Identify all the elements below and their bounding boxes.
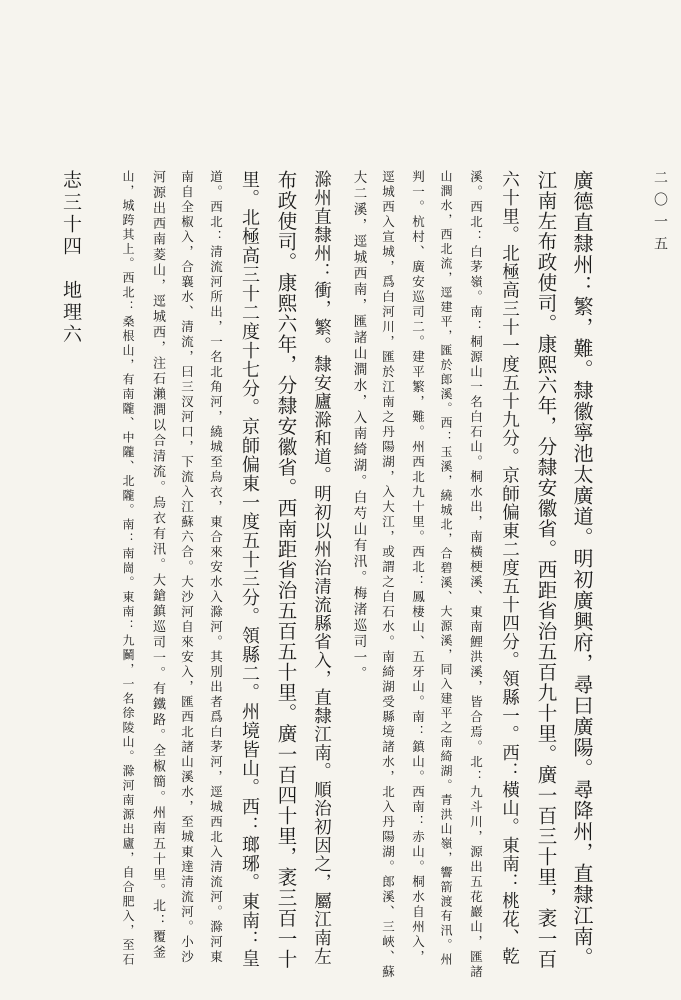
text-column-5: 山澗水，西北流，逕建平，匯於郎溪。西：玉溪，繞城北，合碧溪、大源溪，同入建平之南綺湖。青洪山嶺，響箭渡有汛。州	[439, 170, 453, 968]
text-column-15: 山，城跨其上。西北：桑根山，有南隴、中隴、北隴。南：南崗。東南：九鬭，一名徐陵山。滁河南源出廬，自合肥入，至石	[121, 170, 135, 968]
text-column-13: 南自全椒入，合襄水、清流，曰三汊河口，下流入江蘇六合。大沙河自來安入，匯西北諸山溪水，至城東達清流河。小沙	[179, 170, 195, 965]
text-column-12: 道。西北：清流河所出，一名北角河，繞城至烏衣，東合來安水入滁河。其別出者爲白茅河，逕城西北入清流河。滁河東	[208, 170, 224, 965]
text-column-14: 河源出西南菱山，逕城西，注石瀨澗以合清流。烏衣有汛。大鎗鎮巡司一。有鐵路。全椒簡。州南五十里。北：覆釜	[150, 170, 165, 961]
running-head: 志三十四 地理六	[60, 170, 82, 346]
page-number: 二〇一五	[652, 170, 668, 258]
text-column-6: 判一。杭村、廣安巡司二。建平繁，難。州西北九十里。西北：鳳棲山、五牙山。南：鎮山。西南：赤山。桐水自州入，	[410, 170, 426, 965]
text-column-9: 滁州直隸州：衝，繁。隸安廬滁和道。明初以州治清流縣省入，直隸江南。順治初因之，屬江南左	[311, 170, 332, 966]
text-column-4: 溪。西北：白茅嶺。南：桐源山一名白石山。桐水出，南橫梗溪、東南鯉洪溪，皆合焉。北：九斗川，源出五花巖山，匯諸	[468, 170, 484, 980]
text-column-8: 大二溪，逕城西南，匯諸山澗水，入南綺湖。白芍山有汛。梅渚巡司一。	[350, 170, 367, 682]
text-column-2: 江南左布政使司。康熙六年，分隸安徽省。西距省治五百九十里。廣一百三十里，袤一百	[534, 170, 558, 970]
text-column-7: 逕城西入宣城，爲白河川，匯於江南之丹陽湖，入大江，或謂之白石水。南綺湖受縣境諸水，北入丹陽湖。郎溪、三峽、蘇	[380, 170, 396, 980]
text-column-1: 廣德直隸州：繁，難。隸徽寧池太廣道。明初廣興府，尋曰廣陽。尋降州，直隸江南。	[570, 170, 594, 968]
text-column-10: 布政使司。康熙六年，分隸安徽省。西南距省治五百五十里。廣一百四十里，袤三百一十	[274, 170, 298, 970]
text-column-3: 六十里。北極高三十一度五十九分。京師偏東二度五十四分。領縣一。西：橫山。東南：桃花、乾	[499, 170, 520, 966]
text-column-11: 里。北極高三十二度十七分。京師偏東一度五十三分。領縣二。州境皆山。西：瑯琊。東南：皇	[239, 170, 260, 968]
